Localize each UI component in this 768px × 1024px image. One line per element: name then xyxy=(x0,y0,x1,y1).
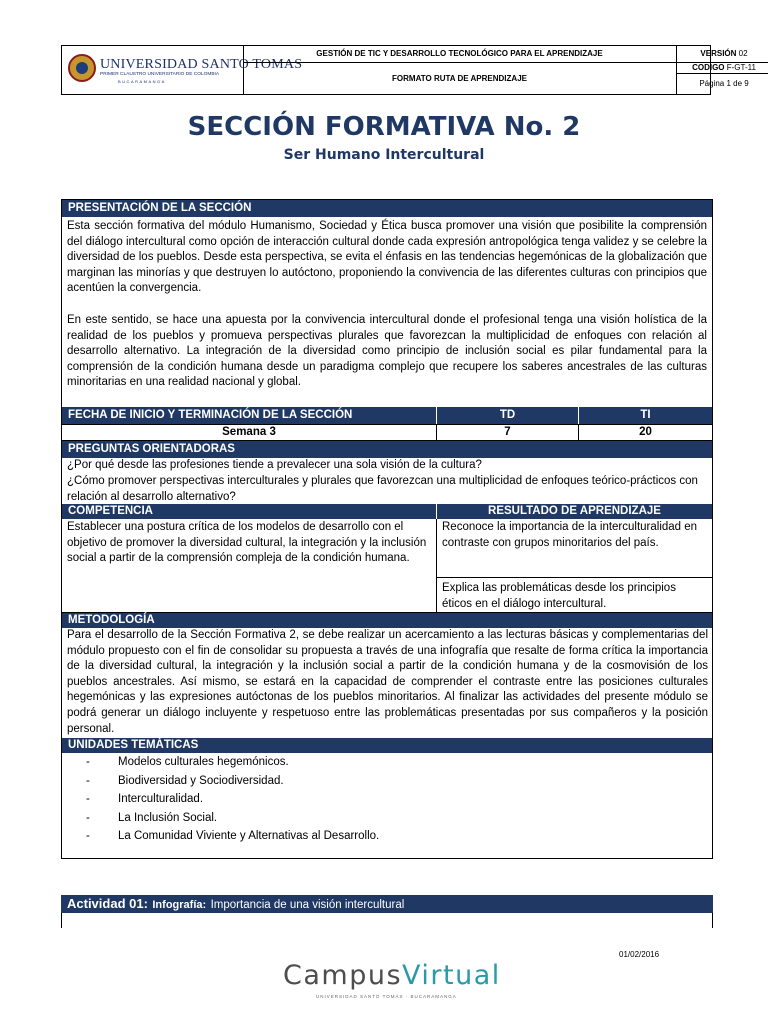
ti-label: TI xyxy=(640,409,651,421)
presentation-paragraph-2: En este sentido, se hace una apuesta por la convivencia intercultural donde el profesional tenga una visión holística de la realidad de los pueblos y promueva perspectivas plurales que favorezcan la multiplicidad de enfoques con relación al desarrollo alternativo. La integración de la diversidad como principio de inclusión social es pilar fundamental para la comprensión de la condición humana desde un paradigma complejo que recupere los saberes ancestrales de las culturas minoritarias en una realidad nacional y global. xyxy=(67,314,707,389)
presentation-paragraph-1: Esta sección formativa del módulo Humanismo, Sociedad y Ética busca promover una visión que posibilite la comprensión del diálogo intercultural como opción de interacción cultural donde cada expresión antropológica tenga validez y se celebre la diversidad de los pueblos. Desde esta perspectiva, se evita el énfasis en las tendencias hegemónicas de la globalización que marginan las minorías y que destruyen lo autóctono, proponiendo la convivencia de las diferentes culturas con principios que acentúen la convergencia. xyxy=(67,220,707,295)
learning-result-1: Reconoce la importancia de la interculturalidad en contraste con grupos minoritarios del país. xyxy=(442,521,698,549)
activity-heading xyxy=(61,895,713,913)
topics-list xyxy=(86,753,379,846)
brand-part-1: Campus xyxy=(283,960,403,991)
dates-heading: FECHA DE INICIO Y TERMINACIÓN DE LA SECCIÓN xyxy=(68,409,353,421)
topic-item: - Modelos culturales hegemónicos. xyxy=(86,753,379,772)
header-version: VERSIÓN 02 xyxy=(677,46,768,63)
header-format-name: FORMATO RUTA DE APRENDIZAJE xyxy=(392,74,527,83)
activity-border-left xyxy=(61,913,62,928)
header-code: CODIGO F-GT-11 xyxy=(677,63,768,74)
questions-heading: PREGUNTAS ORIENTADORAS xyxy=(62,441,712,458)
campus-virtual-logo xyxy=(283,960,501,991)
page-subtitle: Ser Humano Intercultural xyxy=(283,147,485,163)
topic-item: - Interculturalidad. xyxy=(86,790,379,809)
topics-heading: UNIDADES TEMÁTICAS xyxy=(62,738,712,753)
learning-route-form xyxy=(61,199,713,859)
logo-subtitle: PRIMER CLAUSTRO UNIVERSITARIO DE COLOMBIA xyxy=(100,72,220,77)
activity-label: Actividad 01: xyxy=(67,896,148,911)
question-1: ¿Por qué desde las profesiones tiende a prevalecer una sola visión de la cultura? xyxy=(67,459,482,471)
footer-date: 01/02/2016 xyxy=(619,950,660,959)
methodology-text: Para el desarrollo de la Sección Formativa 2, se debe realizar un acercamiento a las lecturas básicas y complementarias del módulo propuesto con el fin de consolidar su propuesta a través de una infografía que resalte de forma crítica la importancia de la diversidad cultural, la integración y la inclusión social a partir de la condición humana y de la cosmovisión de los pueblos ancestrales. Así mismo, se estará en la capacidad de comprender el contraste entre las posiciones culturales hegemónicas y las expresiones autóctonas de los pueblos minoritarios. Al finalizar las actividades del presente módulo se podrá generar un diálogo incluyente y respetuoso entre las problemáticas presentadas por sus compañeros y la posición personal. xyxy=(67,629,708,735)
header-process-name: GESTIÓN DE TIC Y DESARROLLO TECNOLÓGICO PARA EL APRENDIZAJE xyxy=(243,46,676,63)
document-header xyxy=(61,45,756,95)
activity-type: Infografía: xyxy=(152,899,207,911)
td-label: TD xyxy=(499,409,516,421)
result-divider xyxy=(436,577,712,578)
activity-title: Importancia de una visión intercultural xyxy=(210,899,405,911)
logo-city: BUCARAMANGA xyxy=(118,79,166,84)
campus-virtual-subtitle: UNIVERSIDAD SANTO TOMÁS · BUCARAMANGA xyxy=(316,994,457,999)
topic-item: - Biodiversidad y Sociodiversidad. xyxy=(86,772,379,791)
brand-part-2: Virtual xyxy=(402,960,501,991)
ti-value: 20 xyxy=(578,424,713,441)
university-seal-icon xyxy=(68,54,96,82)
page-title: SECCIÓN FORMATIVA No. 2 xyxy=(187,112,581,142)
activity-border-right xyxy=(712,913,713,928)
logo-name: UNIVERSIDAD SANTO TOMAS xyxy=(100,57,303,72)
competence-text: Establecer una postura crítica de los modelos de desarrollo con el objetivo de promover la diversidad cultural, la integración y la inclusión social a partir de la comprensión compleja de la condición humana. xyxy=(67,521,427,565)
competence-heading: COMPETENCIA xyxy=(68,505,153,517)
question-2: ¿Cómo promover perspectivas interculturales y plurales que favorezcan una multiplicidad de enfoques teórico-prácticos con relación al desarrollo alternativo? xyxy=(67,475,698,503)
presentation-heading: PRESENTACIÓN DE LA SECCIÓN xyxy=(62,200,712,217)
topic-item: - La Inclusión Social. xyxy=(86,809,379,828)
week-cell: Semana 3 xyxy=(61,424,437,441)
topic-item: - La Comunidad Viviente y Alternativas al Desarrollo. xyxy=(86,827,379,846)
methodology-heading: METODOLOGÍA xyxy=(62,613,712,628)
header-page: Página 1 de 9 xyxy=(699,79,749,88)
result-heading: RESULTADO DE APRENDIZAJE xyxy=(488,505,661,517)
university-logo xyxy=(62,46,303,94)
learning-result-2: Explica las problemáticas desde los principios éticos en el diálogo intercultural. xyxy=(442,582,676,610)
competence-divider xyxy=(436,519,437,612)
td-value: 7 xyxy=(436,424,579,441)
